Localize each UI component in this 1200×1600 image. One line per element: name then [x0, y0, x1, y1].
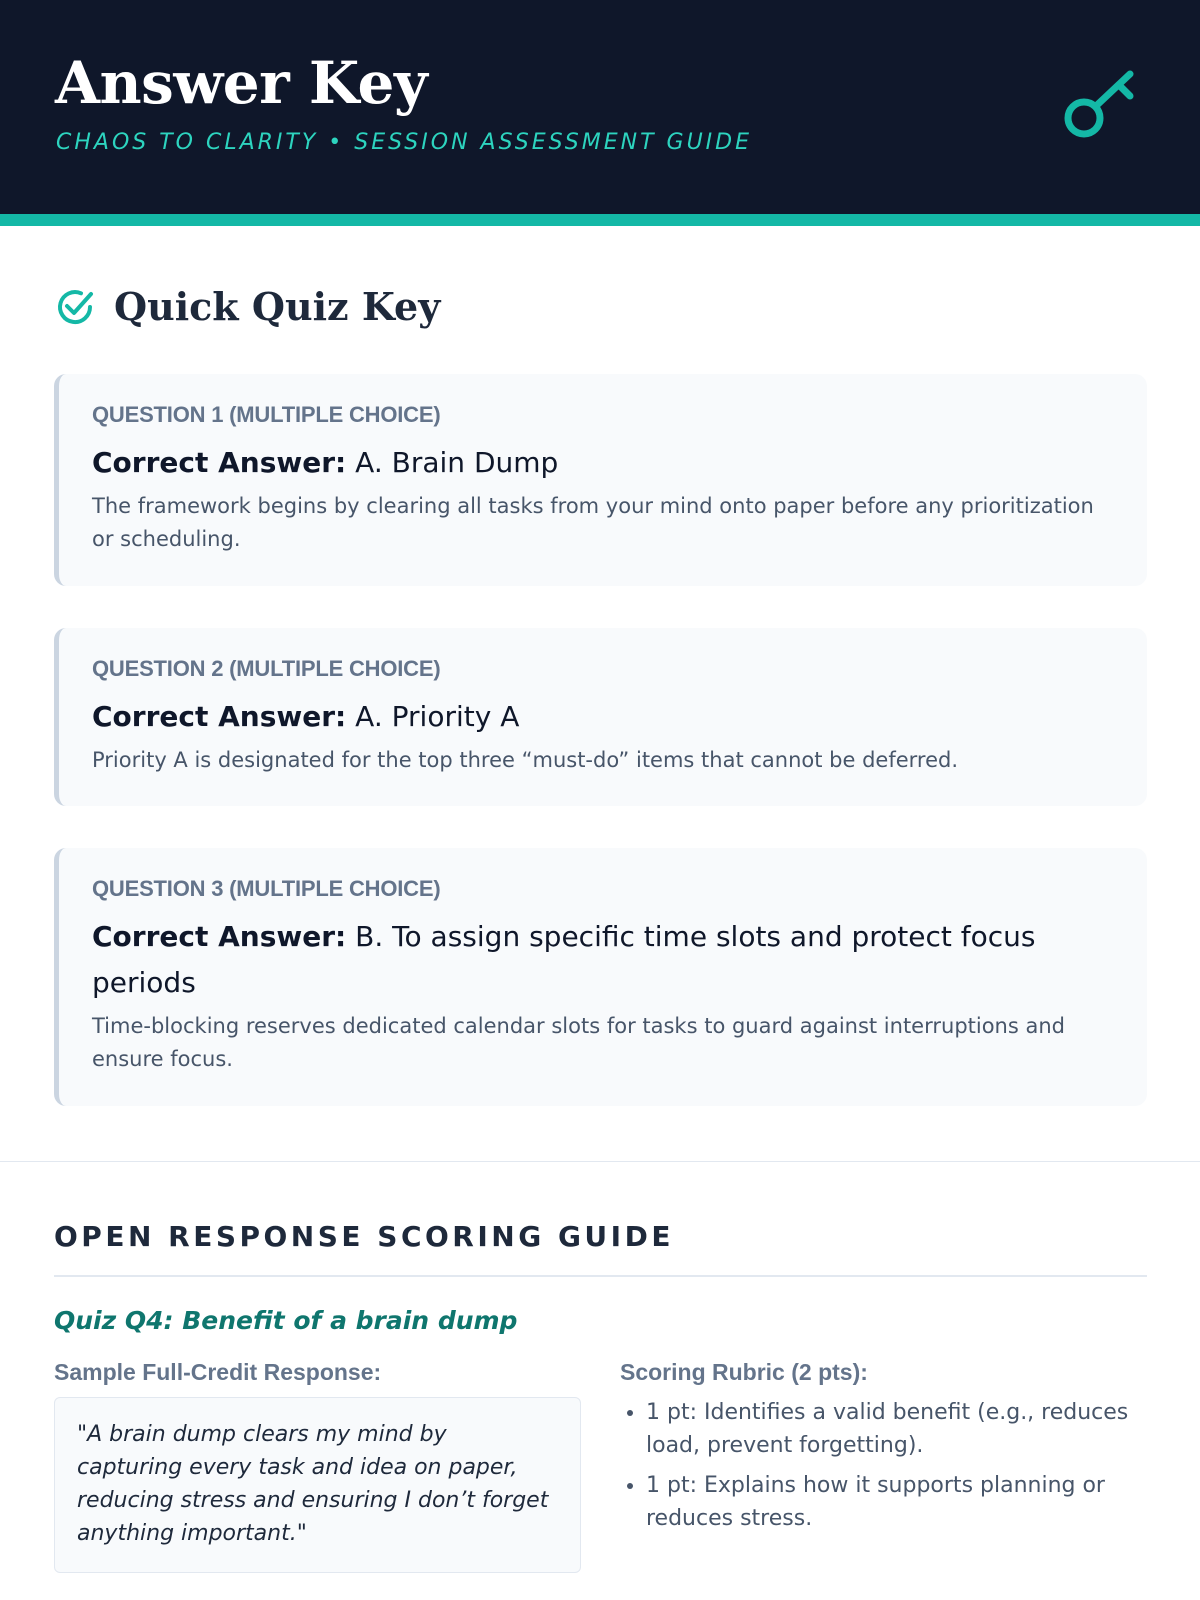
answer-explanation: The framework begins by clearing all tasks from your mind onto paper before any prioritization or scheduling.	[92, 494, 1094, 551]
rubric-item: • 1 pt: Explains how it supports planning or reduces stress.	[646, 1469, 1176, 1535]
answer-prefix: Correct Answer:	[92, 920, 347, 953]
section-divider	[0, 1161, 1200, 1162]
rubric-list	[620, 1396, 1176, 1542]
page-subtitle: CHAOS TO CLARITY • SESSION ASSESSMENT GUIDE	[56, 130, 753, 155]
question-card	[54, 628, 1147, 806]
check-circle-icon	[54, 286, 96, 328]
answer-text: A. Priority A	[355, 700, 520, 733]
key-icon	[1062, 66, 1142, 146]
section-title: Quick Quiz Key	[114, 284, 441, 329]
correct-answer	[92, 440, 1115, 486]
heading-divider	[54, 1275, 1147, 1277]
question-card	[54, 374, 1147, 586]
page-header	[0, 0, 1200, 226]
question-label: QUESTION 3 (MULTIPLE CHOICE)	[92, 876, 441, 901]
quiz-section-header	[54, 284, 440, 329]
page-title: Answer Key	[55, 49, 428, 117]
answer-prefix: Correct Answer:	[92, 700, 347, 733]
answer-explanation: Priority A is designated for the top three “must-do” items that cannot be deferred.	[92, 748, 959, 772]
answer-explanation: Time-blocking reserves dedicated calendar slots for tasks to guard against interruptions and ensure focus.	[92, 1014, 1065, 1071]
answer-text: A. Brain Dump	[355, 446, 559, 479]
sample-response: "A brain dump clears my mind by capturing every task and idea on paper, reducing stress and ensuring I don’t forget anything important."	[54, 1397, 581, 1573]
question-card	[54, 848, 1147, 1106]
answer-text: B. To assign specific time slots and protect focus periods	[92, 920, 1036, 999]
rubric-label: Scoring Rubric (2 pts):	[620, 1359, 868, 1385]
q4-heading: Quiz Q4: Benefit of a brain dump	[54, 1306, 518, 1335]
correct-answer	[92, 694, 1115, 740]
answer-prefix: Correct Answer:	[92, 446, 347, 479]
rubric-item: • 1 pt: Identifies a valid benefit (e.g., reduces load, prevent forgetting).	[646, 1396, 1176, 1462]
scoring-guide-title: OPEN RESPONSE SCORING GUIDE	[54, 1220, 674, 1253]
question-label: QUESTION 1 (MULTIPLE CHOICE)	[92, 402, 441, 427]
correct-answer	[92, 914, 1115, 1006]
question-label: QUESTION 2 (MULTIPLE CHOICE)	[92, 656, 441, 681]
sample-response-label: Sample Full-Credit Response:	[54, 1359, 382, 1385]
